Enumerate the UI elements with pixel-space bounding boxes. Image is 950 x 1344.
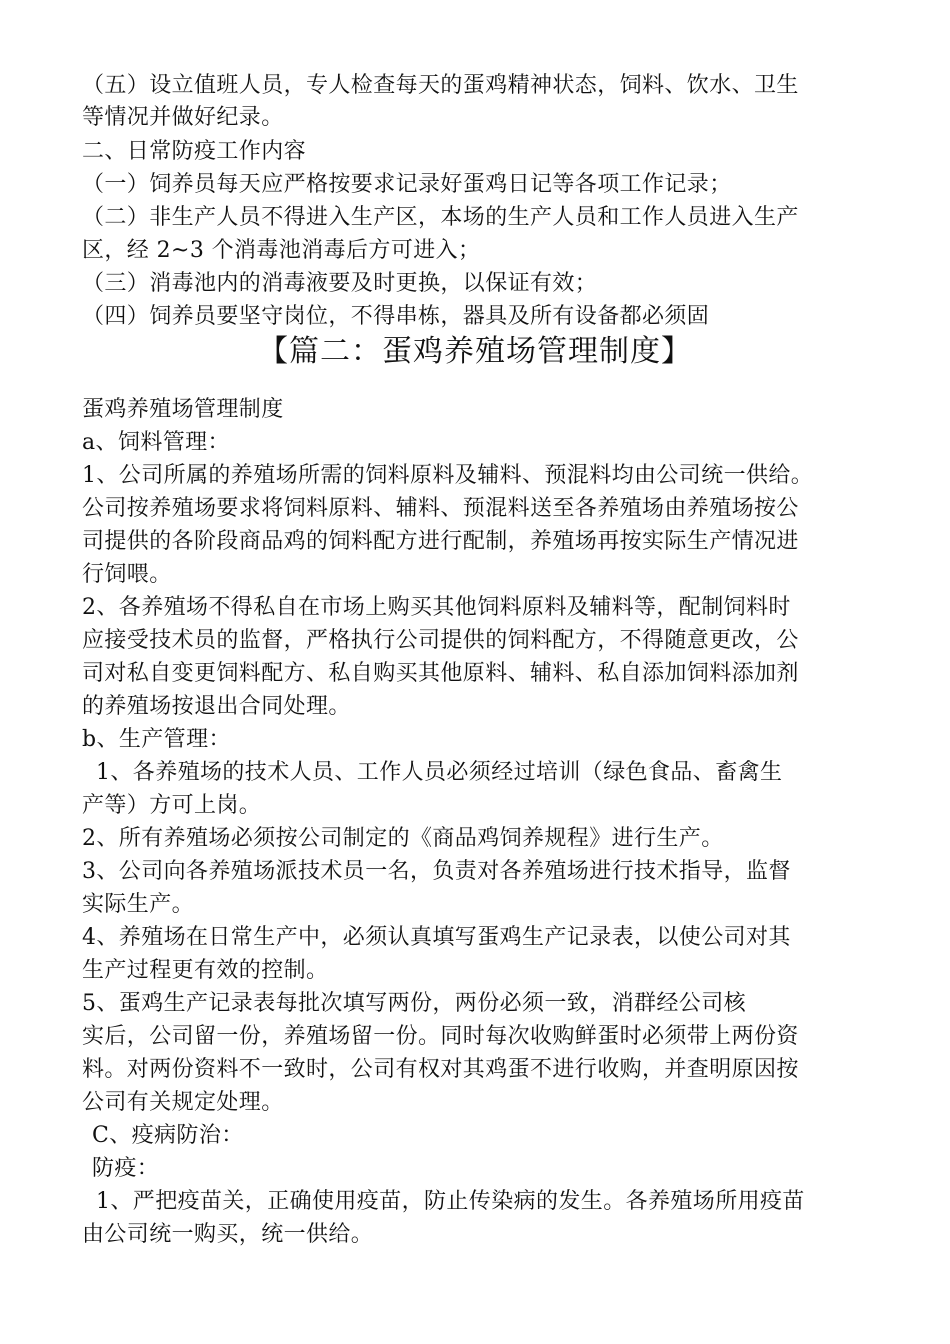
text-line: 应接受技术员的监督，严格执行公司提供的饲料配方，不得随意更改，公 bbox=[82, 628, 799, 653]
text-line: 的养殖场按退出合同处理。 bbox=[82, 694, 351, 719]
section-heading: a、饲料管理： bbox=[82, 430, 230, 455]
text-line: 生产过程更有效的控制。 bbox=[82, 958, 329, 983]
section-heading: b、生产管理： bbox=[82, 727, 231, 752]
section-heading: C、疫病防治： bbox=[92, 1123, 244, 1148]
text-line: 5、蛋鸡生产记录表每批次填写两份，两份必须一致，消群经公司核 bbox=[82, 991, 746, 1016]
subtitle: 蛋鸡养殖场管理制度 bbox=[82, 397, 284, 422]
text-line: 公司有关规定处理。 bbox=[82, 1090, 284, 1115]
text-line: 1、公司所属的养殖场所需的饲料原料及辅料、预混料均由公司统一供给。 bbox=[82, 463, 814, 488]
text-line: （五）设立值班人员，专人检查每天的蛋鸡精神状态，饲料、饮水、卫生 bbox=[82, 73, 799, 98]
text-line: （二）非生产人员不得进入生产区，本场的生产人员和工作人员进入生产 bbox=[82, 205, 799, 230]
text-line: 公司按养殖场要求将饲料原料、辅料、预混料送至各养殖场由养殖场按公 bbox=[82, 496, 799, 521]
text-line: 1、严把疫苗关，正确使用疫苗，防止传染病的发生。各养殖场所用疫苗 bbox=[96, 1189, 805, 1214]
text-line: （四）饲养员要坚守岗位，不得串栋，器具及所有设备都必须固 bbox=[82, 304, 710, 329]
text-line: 区，经 2~3 个消毒池消毒后方可进入； bbox=[82, 238, 481, 263]
subsection-heading: 防疫： bbox=[92, 1156, 160, 1181]
text-line: 司对私自变更饲料配方、私自购买其他原料、辅料、私自添加饲料添加剂 bbox=[82, 661, 799, 686]
text-line: 料。对两份资料不一致时，公司有权对其鸡蛋不进行收购，并查明原因按 bbox=[82, 1057, 799, 1082]
text-line: 司提供的各阶段商品鸡的饲料配方进行配制，养殖场再按实际生产情况进 bbox=[82, 529, 799, 554]
section-heading: 二、日常防疫工作内容 bbox=[82, 139, 307, 164]
text-line: 实际生产。 bbox=[82, 892, 195, 917]
text-line: 4、养殖场在日常生产中，必须认真填写蛋鸡生产记录表，以使公司对其 bbox=[82, 925, 791, 950]
text-line: （三）消毒池内的消毒液要及时更换，以保证有效； bbox=[82, 271, 598, 296]
text-line: 行饲喂。 bbox=[82, 562, 172, 587]
text-line: 产等）方可上岗。 bbox=[82, 793, 262, 818]
text-line: 等情况并做好纪录。 bbox=[82, 105, 284, 130]
chapter-title: 【篇二：蛋鸡养殖场管理制度】 bbox=[258, 334, 692, 369]
text-line: 2、所有养殖场必须按公司制定的《商品鸡饲养规程》进行生产。 bbox=[82, 826, 724, 851]
text-line: （一）饲养员每天应严格按要求记录好蛋鸡日记等各项工作记录； bbox=[82, 172, 732, 197]
text-line: 3、公司向各养殖场派技术员一名，负责对各养殖场进行技术指导，监督 bbox=[82, 859, 791, 884]
text-line: 由公司统一购买，统一供给。 bbox=[82, 1222, 374, 1247]
text-line: 1、各养殖场的技术人员、工作人员必须经过培训（绿色食品、畜禽生 bbox=[96, 760, 783, 785]
text-line: 实后，公司留一份，养殖场留一份。同时每次收购鲜蛋时必须带上两份资 bbox=[82, 1024, 799, 1049]
text-line: 2、各养殖场不得私自在市场上购买其他饲料原料及辅料等，配制饲料时 bbox=[82, 595, 791, 620]
